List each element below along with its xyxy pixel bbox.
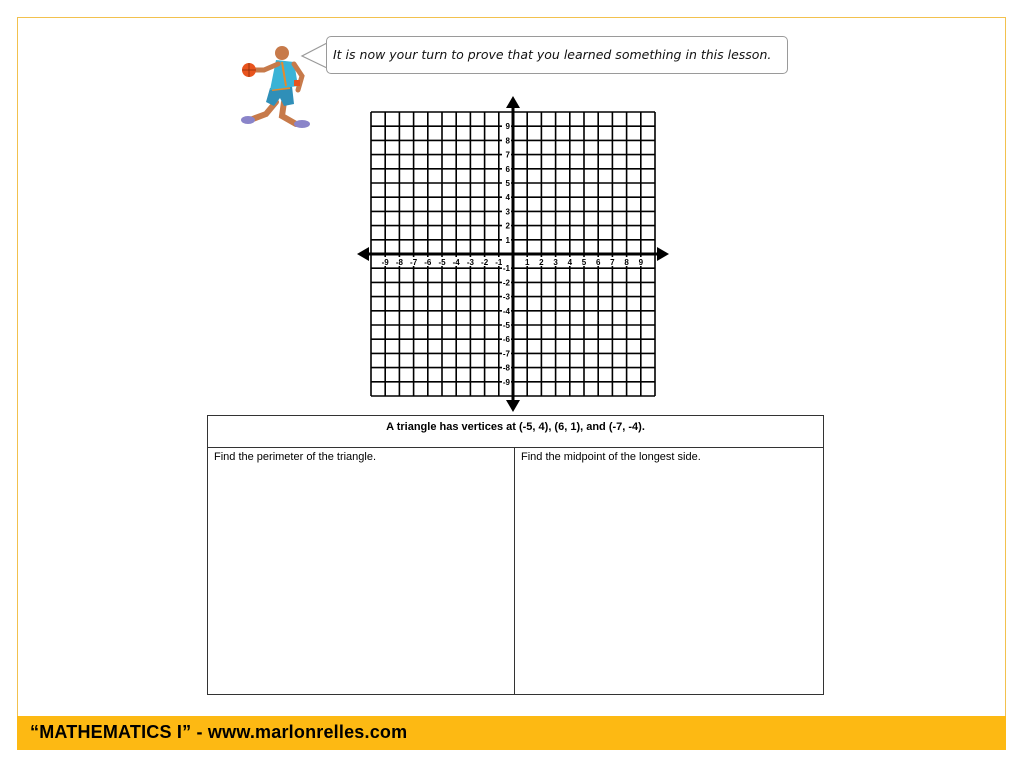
y-tick-label: 1 xyxy=(505,235,510,245)
x-tick-label: -9 xyxy=(381,258,389,267)
y-tick-label: 5 xyxy=(505,179,510,188)
y-tick-label: -2 xyxy=(502,278,510,288)
y-tick-label: -4 xyxy=(502,306,510,316)
y-tick-label: 8 xyxy=(505,136,510,146)
y-tick-label: 6 xyxy=(505,164,510,174)
y-tick-label: -3 xyxy=(502,292,510,302)
y-tick-label: 7 xyxy=(505,150,510,160)
problem-table xyxy=(207,415,824,695)
x-tick-label: 3 xyxy=(553,258,558,267)
x-tick-label: -5 xyxy=(438,258,446,267)
footer-text: “MATHEMATICS I” - www.marlonrelles.com xyxy=(30,722,408,742)
y-axis-arrow-down-icon xyxy=(506,400,520,412)
y-tick-label: 3 xyxy=(505,207,510,217)
x-tick-label: -2 xyxy=(481,258,489,267)
y-tick-label: 9 xyxy=(505,122,510,132)
x-tick-label: 6 xyxy=(595,258,601,267)
midpoint-answer-box[interactable] xyxy=(515,448,823,694)
x-tick-label: -8 xyxy=(395,258,403,267)
coordinate-grid xyxy=(355,96,675,412)
x-tick-label: 9 xyxy=(638,258,644,267)
x-tick-label: -1 xyxy=(495,258,503,267)
y-axis-arrow-up-icon xyxy=(506,96,520,108)
x-axis-arrow-right-icon xyxy=(657,247,669,261)
speech-bubble xyxy=(326,36,788,74)
x-tick-label: -4 xyxy=(452,258,460,267)
x-tick-label: -7 xyxy=(410,258,418,267)
y-tick-label: 2 xyxy=(505,221,510,231)
x-tick-label: -3 xyxy=(466,258,474,267)
y-tick-label: -8 xyxy=(502,363,510,373)
y-tick-label: -9 xyxy=(502,377,510,387)
y-tick-label: 4 xyxy=(505,193,510,203)
problem-statement: A triangle has vertices at (-5, 4), (6, 1), and (-7, -4). xyxy=(208,416,823,448)
y-tick-label: -5 xyxy=(502,321,510,330)
midpoint-prompt: Find the midpoint of the longest side. xyxy=(521,451,701,463)
x-tick-label: 8 xyxy=(624,258,629,267)
y-tick-label: -6 xyxy=(502,335,510,345)
x-tick-label: 1 xyxy=(524,258,530,267)
x-tick-label: 7 xyxy=(610,258,615,267)
y-tick-label: -1 xyxy=(502,264,510,274)
speech-text: It is now your turn to prove that you learned something in this lesson. xyxy=(333,47,772,62)
perimeter-prompt: Find the perimeter of the triangle. xyxy=(214,451,377,463)
y-tick-label: -7 xyxy=(502,349,510,359)
x-tick-label: 4 xyxy=(567,258,573,267)
x-tick-label: 2 xyxy=(539,258,544,267)
perimeter-answer-box[interactable] xyxy=(208,448,515,694)
x-axis-arrow-left-icon xyxy=(357,247,369,261)
x-tick-label: -6 xyxy=(424,258,432,267)
x-tick-label: 5 xyxy=(581,258,587,267)
